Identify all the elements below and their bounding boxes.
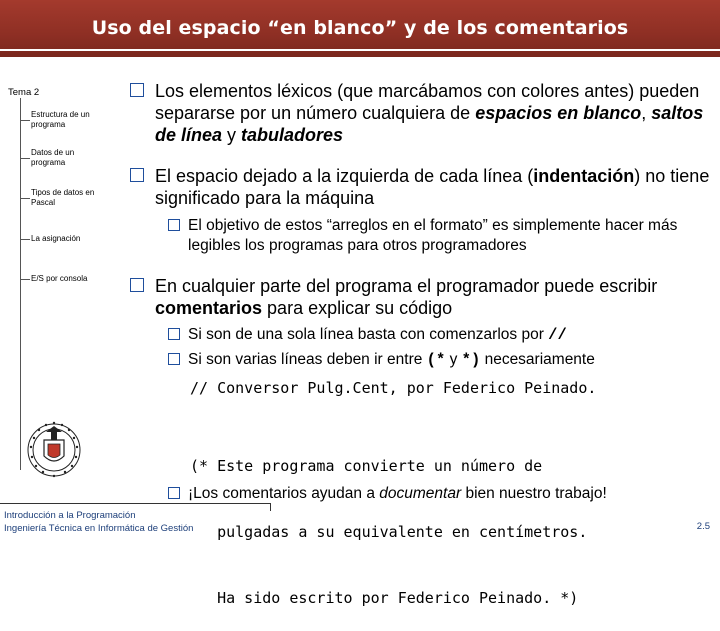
page-number: 2.5 [696, 521, 710, 532]
title-underline [0, 49, 720, 51]
emphasis-indentacion: indentación [533, 166, 635, 186]
code-text: // Conversor Pulg.Cent, por Federico Peinado. [190, 379, 597, 397]
sidebar-tick [20, 158, 30, 159]
bullet-text: bien nuestro trabajo! [461, 485, 607, 502]
emphasis-espacios: espacios en blanco [475, 103, 642, 123]
sidebar-tick [20, 198, 30, 199]
code-token: // [548, 326, 567, 344]
square-bullet-icon [168, 219, 180, 231]
subbullet-varias-lineas [168, 350, 708, 370]
subbullet-formato [168, 216, 708, 256]
sidebar-item-tema: Tema 2 [8, 87, 40, 98]
emphasis-comentarios: comentarios [155, 298, 263, 318]
footer-rule [0, 503, 270, 504]
sidebar-item-tipos: Tipos de datos en Pascal [31, 188, 95, 207]
bullet-text: y [445, 351, 462, 368]
bullet-text: Si son varias líneas deben ir entre [188, 351, 427, 368]
footer-course: Introducción a la Programación [4, 510, 136, 521]
sidebar-tick [20, 120, 30, 121]
sidebar-connector [20, 98, 21, 470]
square-bullet-icon [130, 168, 144, 182]
sidebar-tick [20, 239, 30, 240]
slide-title: Uso del espacio “en blanco” y de los comentarios [91, 17, 629, 39]
title-bar [0, 0, 720, 57]
footer-rule-end [270, 503, 271, 511]
bullet-indentacion [133, 165, 713, 209]
university-crest-logo [26, 410, 82, 490]
separator: y [222, 125, 242, 145]
code-text: pulgadas a su equivalente en centímetros. [190, 523, 588, 541]
square-bullet-icon [168, 487, 180, 499]
bullet-text: para explicar su código [262, 298, 453, 318]
bullet-lexicos [133, 80, 713, 146]
emphasis-documentar: documentar [379, 485, 462, 502]
bullet-text: El espacio dejado a la izquierda de cada línea ( [155, 166, 534, 186]
bullet-text: necesariamente [480, 351, 595, 368]
bullet-text: Los elementos léxicos (que marcábamos con colores antes) pueden separarse por un número cualquiera de [155, 81, 700, 123]
bullet-text: El objetivo de estos “arreglos en el formato” es simplemente hacer más legibles los programas para otros programadores [188, 217, 678, 254]
code-block-comment [190, 411, 587, 631]
square-bullet-icon [168, 328, 180, 340]
footer-degree: Ingeniería Técnica en Informática de Gestión [4, 523, 194, 534]
code-line-comment [190, 377, 596, 400]
sidebar-item-asignacion: La asignación [31, 234, 81, 243]
emphasis-tabuladores: tabuladores [241, 125, 344, 145]
sidebar-tick [20, 279, 30, 280]
bullet-text: Si son de una sola línea basta con comenzarlos por [188, 326, 549, 343]
code-token: (* [426, 351, 446, 369]
subbullet-una-linea [168, 325, 708, 345]
subbullet-documentar [168, 484, 708, 504]
bullet-text: ¡Los comentarios ayudan a [188, 485, 380, 502]
separator: , [641, 103, 652, 123]
code-text: (* Este programa convierte un número de [190, 457, 543, 475]
code-text: Ha sido escrito por Federico Peinado. *) [190, 589, 579, 607]
square-bullet-icon [130, 278, 144, 292]
bullet-text: En cualquier parte del programa el programador puede escribir [155, 276, 658, 296]
sidebar-item-estructura: Estructura de un programa [31, 110, 90, 129]
square-bullet-icon [168, 353, 180, 365]
bullet-text: ) no tiene significado para la máquina [155, 166, 710, 208]
sidebar-item-datos: Datos de un programa [31, 148, 75, 167]
code-token: *) [461, 351, 481, 369]
square-bullet-icon [130, 83, 144, 97]
emphasis-saltos: saltos de línea [155, 103, 704, 145]
sidebar-item-es: E/S por consola [31, 274, 88, 283]
bullet-comentarios [133, 275, 713, 319]
